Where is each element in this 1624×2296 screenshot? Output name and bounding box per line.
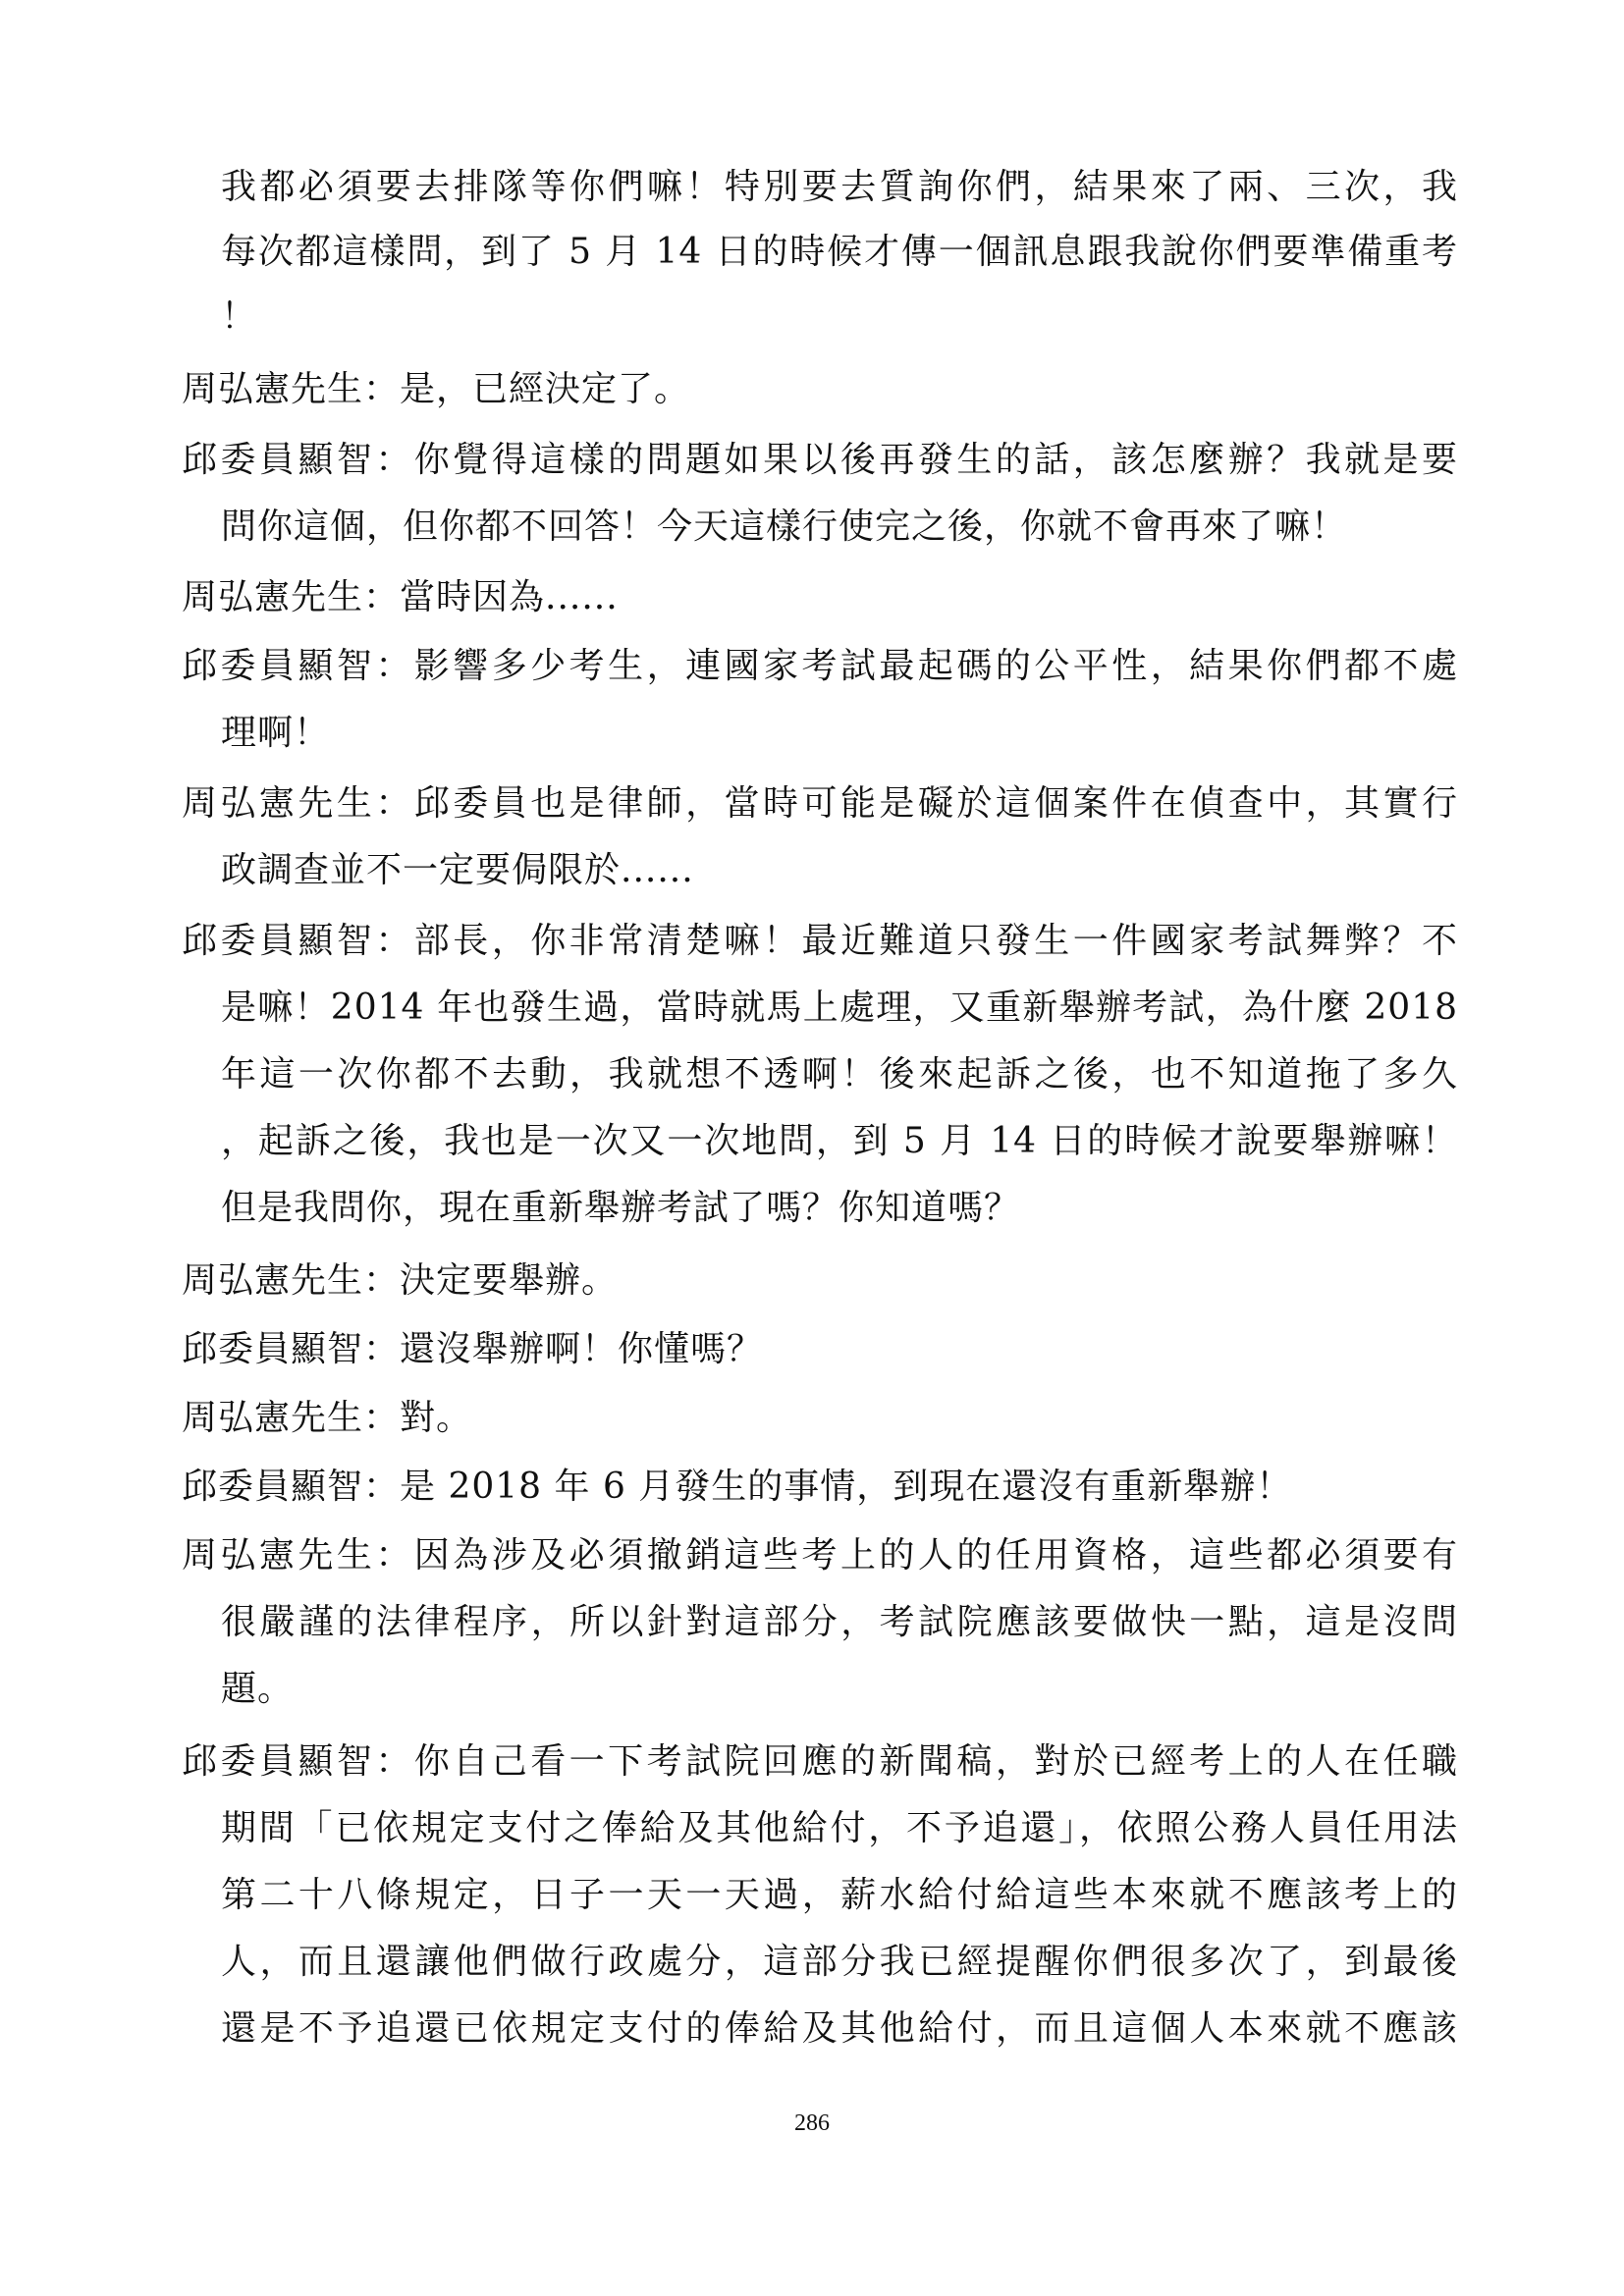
text-line: ，起訴之後，我也是一次又一次地問，到 5 月 14 日的時候才說要舉辦嘛！ [221, 1121, 1458, 1161]
text-line: 但是我問你，現在重新舉辦考試了嗎？你知道嗎？ [221, 1188, 1021, 1228]
speaker-line: 周弘憲先生：當時因為...... [182, 577, 619, 617]
text-line: 是嘛！2014 年也發生過，當時就馬上處理，又重新舉辦考試，為什麼 2018 [221, 988, 1458, 1028]
text-line: 理啊！ [221, 713, 331, 753]
speaker-line: 周弘憲先生：邱委員也是律師，當時可能是礙於這個案件在偵查中，其實行 [182, 783, 1458, 824]
speaker-line: 周弘憲先生：對。 [182, 1398, 473, 1438]
text-line: 每次都這樣問，到了 5 月 14 日的時候才傳一個訊息跟我說你們要準備重考 [221, 232, 1458, 272]
text-line: 人，而且還讓他們做行政處分，這部分我已經提醒你們很多次了，到最後 [221, 1942, 1458, 1982]
speaker-line: 邱委員顯智：你自己看一下考試院回應的新聞稿，對於已經考上的人在任職 [182, 1741, 1458, 1782]
text-line: 還是不予追還已依規定支付的俸給及其他給付，而且這個人本來就不應該 [221, 2008, 1458, 2049]
page-number: 286 [794, 2110, 830, 2136]
speaker-line: 邱委員顯智：你覺得這樣的問題如果以後再發生的話，該怎麼辦？我就是要 [182, 440, 1458, 480]
text-line: ！ [221, 296, 258, 337]
text-line: 問你這個，但你都不回答！今天這樣行使完之後，你就不會再來了嘛！ [221, 507, 1348, 547]
speaker-line: 邱委員顯智：影響多少考生，連國家考試最起碼的公平性，結果你們都不處 [182, 646, 1458, 686]
text-line: 題。 [221, 1669, 295, 1709]
text-line: 第二十八條規定，日子一天一天過，薪水給付給這些本來就不應該考上的 [221, 1875, 1458, 1915]
text-line: 我都必須要去排隊等你們嘛！特別要去質詢你們，結果來了兩、三次，我 [221, 167, 1458, 207]
speaker-line: 邱委員顯智：還沒舉辦啊！你懂嗎？ [182, 1329, 764, 1369]
speaker-line: 邱委員顯智：部長，你非常清楚嘛！最近難道只發生一件國家考試舞弊？不 [182, 921, 1458, 961]
speaker-line: 邱委員顯智：是 2018 年 6 月發生的事情，到現在還沒有重新舉辦！ [182, 1467, 1293, 1507]
text-line: 很嚴謹的法律程序，所以針對這部分，考試院應該要做快一點，這是沒問 [221, 1602, 1458, 1642]
text-line: 期間「已依規定支付之俸給及其他給付，不予追還」，依照公務人員任用法 [221, 1808, 1458, 1848]
speaker-line: 周弘憲先生：因為涉及必須撤銷這些考上的人的任用資格，這些都必須要有 [182, 1535, 1458, 1575]
speaker-line: 周弘憲先生：是，已經決定了。 [182, 369, 691, 409]
text-line: 年這一次你都不去動，我就想不透啊！後來起訴之後，也不知道拖了多久 [221, 1054, 1458, 1095]
speaker-line: 周弘憲先生：決定要舉辦。 [182, 1260, 619, 1301]
text-line: 政調查並不一定要侷限於...... [221, 850, 694, 890]
